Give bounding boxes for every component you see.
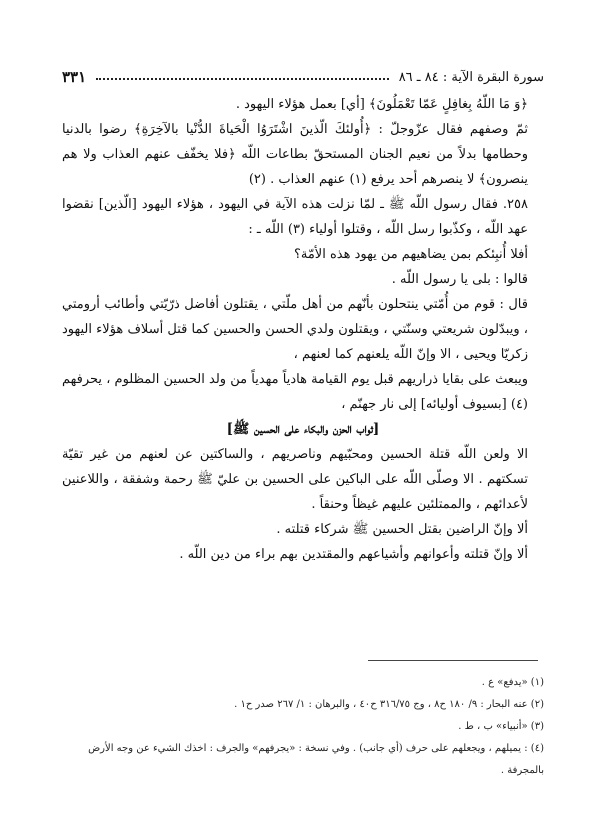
paragraph: ﴿وَ مَا اللّهُ بِغافِلٍ عَمّا تَعْمَلُونَ﴾ [أي] بعمل هؤلاء اليهود . — [235, 97, 528, 112]
footnote: (٤) : يميلهم ، ويجعلهم على حرف (أي جانب) . وفي نسخة : «يجرفهم» والجرف : اخذك الشيء عن وجه الأرض بالمجرفة . — [88, 743, 544, 776]
footnotes — [62, 672, 544, 782]
paragraph: ويبعث على بقايا ذراريهم قبل يوم القيامة هادياً مهدياً من ولد الحسين المظلوم ، يحرفهم (٤) [بسيوف أوليائه] إلى نار جهنّم ، — [62, 372, 528, 412]
paragraph: قال : قوم من أُمّتي ينتحلون بأنّهم من أهل ملّتي ، يقتلون أفاضل ذرّيّتي وأطائب أرومتي ، ويبدّلون شريعتي وسنّتي ، ويقتلون ولدي الحسن والحسين كما قتل أسلاف هؤلاء اليهود زكريّا ويحيى ، الا وإنّ اللّه يلعنهم كما لعنهم ، — [62, 297, 528, 362]
page-number: ٣٣١ — [62, 68, 87, 86]
running-title: سورة البقرة الآية : ٨٤ ـ ٨٦ — [398, 69, 544, 85]
paragraph: أفلا أُنبِئكم بمن يضاهيهم من يهود هذه الأمّة؟ — [293, 247, 528, 262]
paragraph: ألا وإنّ الراضين بقتل الحسين ﷺ شركاء قتلته . — [276, 522, 528, 537]
footnote: (٢) عنه البحار : ٩/ ١٨٠ ح٨ ، وج ٣١٦/٧٥ ح٤٠ ، والبرهان : ١/ ٢٦٧ صدر ح١ . — [234, 699, 544, 710]
header-dotted-rule — [96, 78, 389, 80]
paragraph: ثمّ وصفهم فقال عزّوجلّ : ﴿أُولئكَ الّذينَ اشْتَرَوُا الْحَياةَ الدُّنْيا بالآخِرَةِ﴾ رضوا بالدنيا وحطامها بدلاً من نعيم الجنان المستحقّ بطاعات اللّه ﴿فلا يخفّف عنهم العذاب ولا هم ينصرون﴾ لا ينصرهم أحد يرفع (١) عنهم العذاب . (٢) — [62, 122, 528, 187]
section-heading: [ثواب الحزن والبكاء على الحسين ﷺ] — [226, 421, 380, 437]
paragraph: الا ولعن اللّه قتلة الحسين ومحبّيهم وناصريهم ، والساكتين عن لعنهم من غير تقيّة تسكتهم . الا وصلّى اللّه على الباكين على الحسين بن عليّ ﷺ رحمة وشفقة ، واللاعنين لأعدائهم ، والممتلئين عليهم غيظاً وحنقاً . — [62, 447, 528, 512]
paragraph: ٢٥٨. فقال رسول اللّه ﷺ ـ لمّا نزلت هذه الآية في اليهود ، هؤلاء اليهود [الّذين] نقضوا عهد اللّه ، وكذّبوا رسل اللّه ، وقتلوا أولياء (٣) اللّه ـ : — [62, 197, 528, 237]
footnote: (٣) «أنبياء» ب ، ط . — [458, 721, 544, 732]
page-header — [62, 62, 544, 92]
paragraph: قالوا : بلى يا رسول اللّه . — [391, 272, 528, 287]
footnote: (١) «يدفع» ع . — [481, 677, 544, 688]
main-text — [62, 92, 544, 567]
paragraph: ألا وإنّ قتلته وأعوانهم وأشياعهم والمقتدين بهم براء من دين اللّه . — [179, 547, 528, 562]
footnote-separator — [368, 660, 538, 661]
